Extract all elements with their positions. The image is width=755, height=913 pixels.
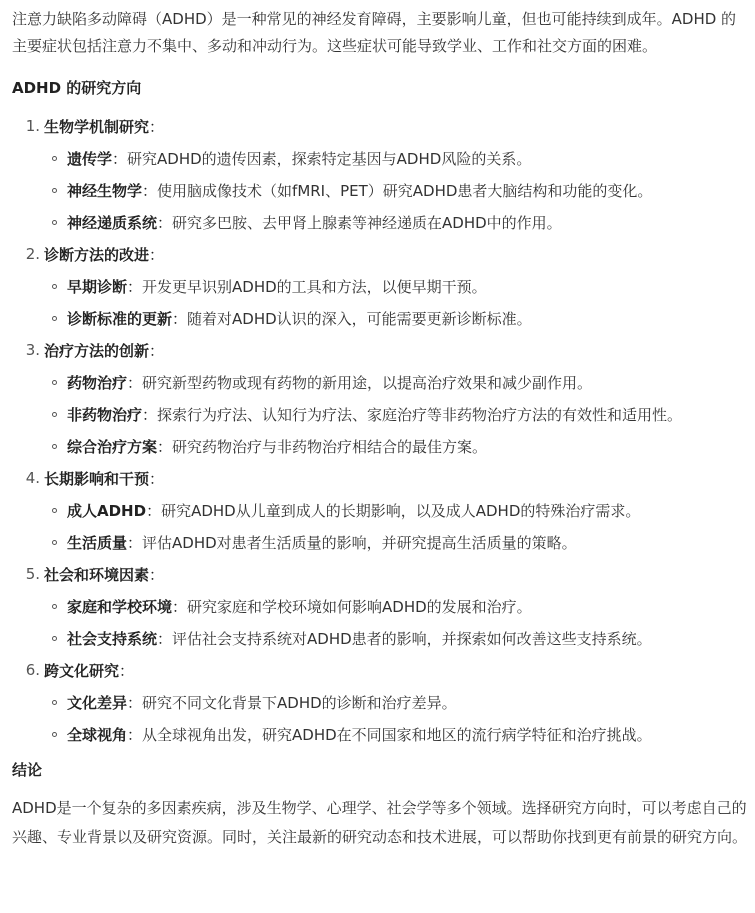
sub-topic-term: 全球视角 ： <box>67 724 142 745</box>
direction-header <box>12 110 749 142</box>
direction-title: 生物学机制研究 ： <box>44 116 164 137</box>
direction-title: 社会和环境因素 ： <box>44 564 164 585</box>
bullet-circle-icon <box>52 316 57 321</box>
sub-topic-item <box>12 366 749 398</box>
sub-topic-description: 研究药物治疗与非药物治疗相结合的最佳方案。 <box>172 437 488 456</box>
bullet-circle-icon <box>52 220 57 225</box>
bullet-circle-icon <box>52 540 57 545</box>
sub-topic-description: 研究ADHD从儿童到成人的长期影响，以及成人ADHD的特殊治疗需求。 <box>161 501 641 520</box>
sub-topic-term: 药物治疗 ： <box>67 372 142 393</box>
sub-topic-description: 评估ADHD对患者生活质量的影响，并研究提高生活质量的策略。 <box>142 533 577 552</box>
direction-item <box>12 238 749 334</box>
sub-topic-term: 神经生物学 ： <box>67 180 157 201</box>
sub-topic-description: 开发更早识别ADHD的工具和方法，以便早期干预。 <box>142 277 487 296</box>
sub-topic-item <box>12 494 749 526</box>
bullet-circle-icon <box>52 412 57 417</box>
list-number: 5. <box>25 565 40 583</box>
sub-topic-item <box>12 526 749 558</box>
sub-topic-item <box>12 622 749 654</box>
sub-topic-description: 评估社会支持系统对ADHD患者的影响，并探索如何改善这些支持系统。 <box>172 629 652 648</box>
sub-topic-list <box>12 142 749 238</box>
sub-topic-item <box>12 270 749 302</box>
bullet-circle-icon <box>52 188 57 193</box>
bullet-circle-icon <box>52 604 57 609</box>
sub-topic-item <box>12 174 749 206</box>
direction-title: 诊断方法的改进 ： <box>44 244 164 265</box>
bullet-circle-icon <box>52 156 57 161</box>
direction-title: 长期影响和干预 ： <box>44 468 164 489</box>
sub-topic-description: 随着对ADHD认识的深入，可能需要更新诊断标准。 <box>187 309 532 328</box>
sub-topic-term: 遗传学 ： <box>67 148 127 169</box>
sub-topic-item <box>12 302 749 334</box>
direction-item <box>12 110 749 238</box>
sub-topic-term: 综合治疗方案 ： <box>67 436 172 457</box>
sub-topic-list <box>12 686 749 750</box>
sub-topic-description: 研究新型药物或现有药物的新用途，以提高治疗效果和减少副作用。 <box>142 373 593 392</box>
conclusion-paragraph: ADHD是一个复杂的多因素疾病，涉及生物学、心理学、社会学等多个领域。选择研究方向时，可以考虑自己的兴趣、专业背景以及研究资源。同时，关注最新的研究动态和技术进展，可以帮助你找到更有前景的研究方向。 <box>12 799 748 846</box>
bullet-circle-icon <box>52 284 57 289</box>
sub-topic-item <box>12 142 749 174</box>
sub-topic-term: 非药物治疗 ： <box>67 404 157 425</box>
sub-topic-item <box>12 718 749 750</box>
bullet-circle-icon <box>52 636 57 641</box>
sub-topic-item <box>12 398 749 430</box>
sub-topic-term: 社会支持系统 ： <box>67 628 172 649</box>
sub-topic-description: 研究多巴胺、去甲肾上腺素等神经递质在ADHD中的作用。 <box>172 213 562 232</box>
direction-header <box>12 462 749 494</box>
direction-header <box>12 558 749 590</box>
direction-header <box>12 238 749 270</box>
sub-topic-list <box>12 270 749 334</box>
sub-topic-description: 研究不同文化背景下ADHD的诊断和治疗差异。 <box>142 693 457 712</box>
list-number: 2. <box>25 245 40 263</box>
sub-topic-term: 生活质量 ： <box>67 532 142 553</box>
direction-item <box>12 654 749 750</box>
bullet-circle-icon <box>52 380 57 385</box>
direction-title: 跨文化研究 ： <box>44 660 134 681</box>
bullet-circle-icon <box>52 444 57 449</box>
bullet-circle-icon <box>52 732 57 737</box>
sub-topic-description: 探索行为疗法、认知行为疗法、家庭治疗等非药物治疗方法的有效性和适用性。 <box>157 405 683 424</box>
sub-topic-item <box>12 430 749 462</box>
sub-topic-list <box>12 366 749 462</box>
sub-topic-term: 诊断标准的更新 ： <box>67 308 187 329</box>
sub-topic-term: 文化差异 ： <box>67 692 142 713</box>
sub-topic-list <box>12 590 749 654</box>
sub-topic-description: 从全球视角出发，研究ADHD在不同国家和地区的流行病学特征和治疗挑战。 <box>142 725 652 744</box>
sub-topic-term: 成人ADHD ： <box>67 500 161 521</box>
sub-topic-item <box>12 686 749 718</box>
direction-header <box>12 654 749 686</box>
direction-item <box>12 334 749 462</box>
direction-title: 治疗方法的创新 ： <box>44 340 164 361</box>
sub-topic-description: 使用脑成像技术（如fMRI、PET）研究ADHD患者大脑结构和功能的变化。 <box>157 181 653 200</box>
conclusion-heading: 结论 <box>12 761 43 779</box>
section-heading: ADHD 的研究方向 <box>12 79 142 97</box>
direction-item <box>12 558 749 654</box>
list-number: 1. <box>25 117 40 135</box>
direction-header <box>12 334 749 366</box>
list-number: 3. <box>25 341 40 359</box>
sub-topic-description: 研究家庭和学校环境如何影响ADHD的发展和治疗。 <box>187 597 532 616</box>
list-number: 6. <box>25 661 40 679</box>
sub-topic-term: 早期诊断 ： <box>67 276 142 297</box>
sub-topic-term: 神经递质系统 ： <box>67 212 172 233</box>
direction-item <box>12 462 749 558</box>
sub-topic-item <box>12 206 749 238</box>
bullet-circle-icon <box>52 700 57 705</box>
sub-topic-list <box>12 494 749 558</box>
sub-topic-term: 家庭和学校环境 ： <box>67 596 187 617</box>
research-directions-list <box>12 110 749 750</box>
sub-topic-item <box>12 590 749 622</box>
list-number: 4. <box>25 469 40 487</box>
intro-paragraph: 注意力缺陷多动障碍（ADHD）是一种常见的神经发育障碍，主要影响儿童，但也可能持续到成年。ADHD 的主要症状包括注意力不集中、多动和冲动行为。这些症状可能导致学业、工作和社交方面的困难。 <box>12 10 737 55</box>
sub-topic-description: 研究ADHD的遗传因素，探索特定基因与ADHD风险的关系。 <box>127 149 532 168</box>
bullet-circle-icon <box>52 508 57 513</box>
